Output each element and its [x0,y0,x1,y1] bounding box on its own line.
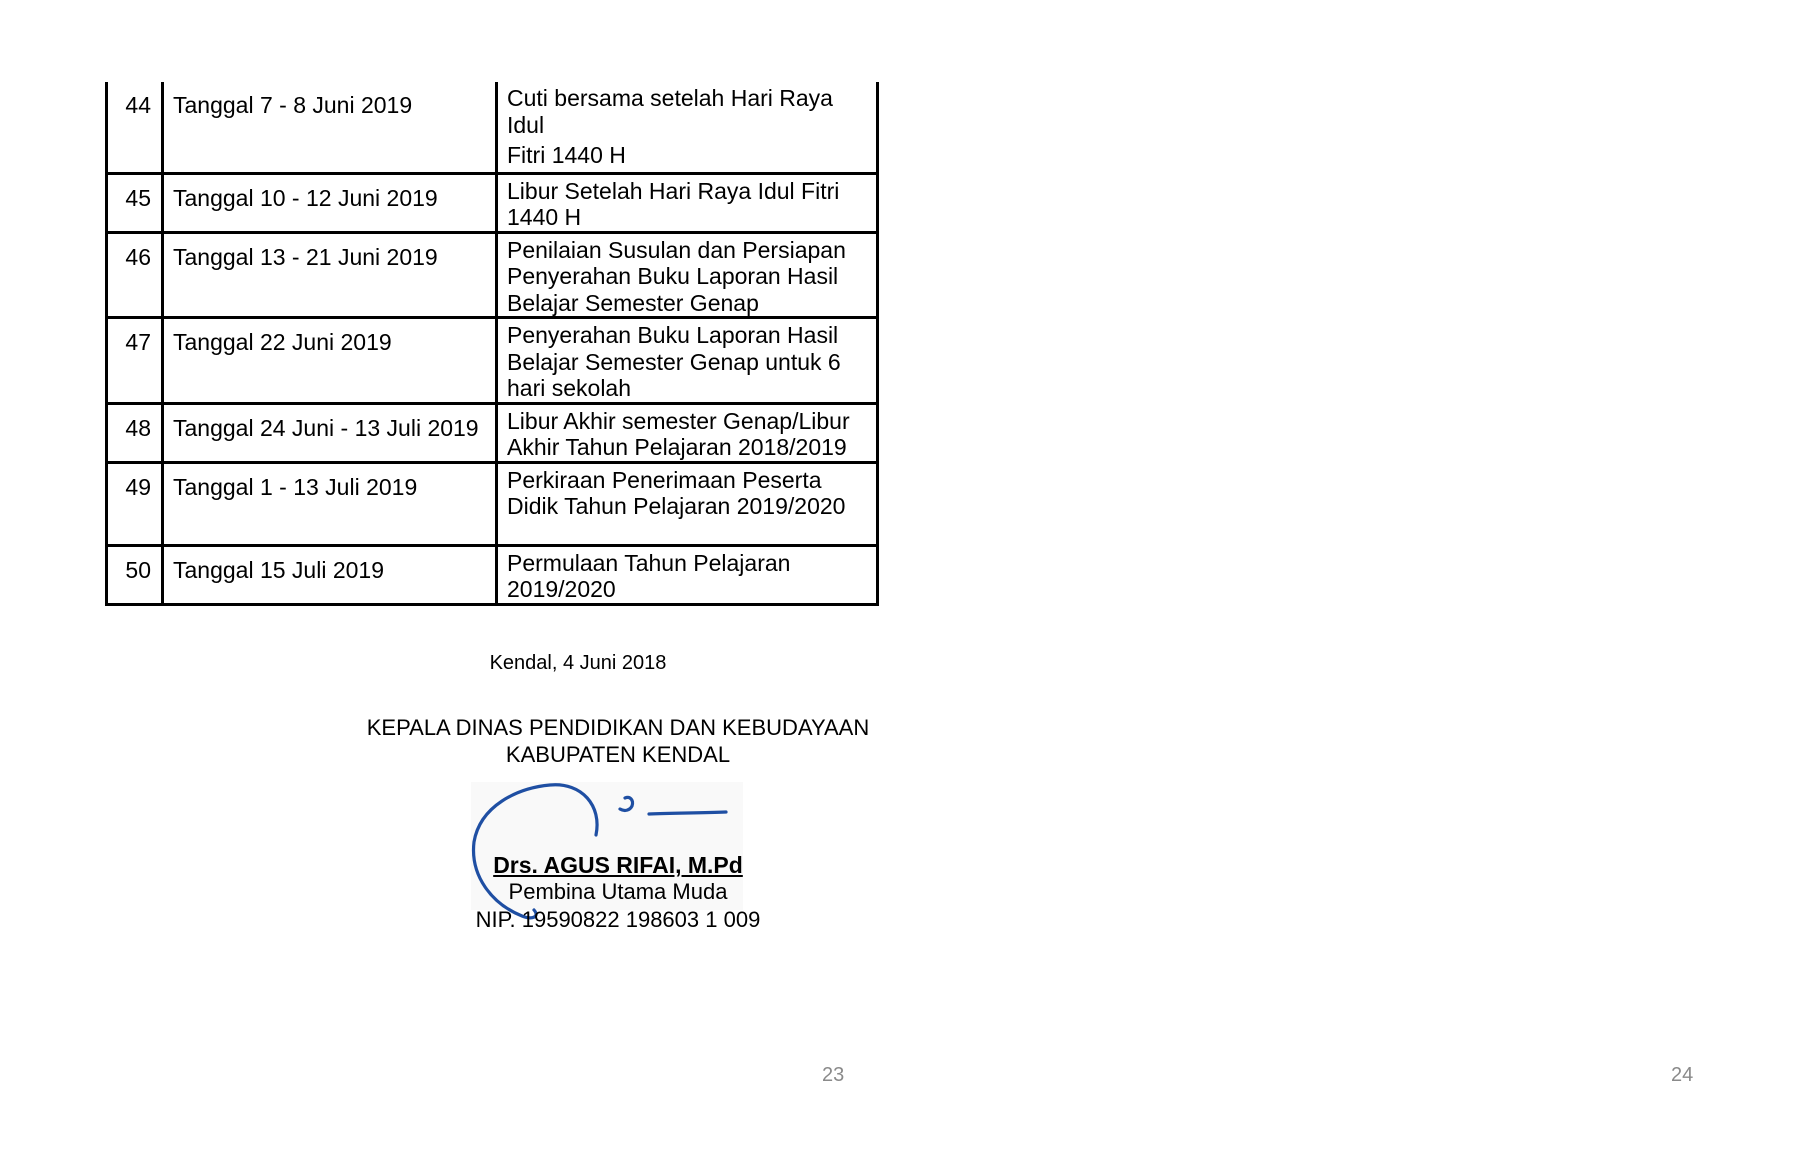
description-line: Didik Tahun Pelajaran 2019/2020 [507,493,846,519]
table-row [107,318,878,404]
description-line: Belajar Semester Genap untuk 6 [507,348,841,375]
schedule-table [105,82,879,606]
table-row [107,173,878,232]
office-title-line-2: KABUPATEN KENDAL [505,742,731,767]
row-number-cell: 48 [107,403,163,462]
row-date-cell: Tanggal 24 Juni - 13 Juli 2019 [163,403,497,462]
row-number-cell: 50 [107,545,163,604]
row-date-cell: Tanggal 15 Juli 2019 [163,545,497,604]
row-description-cell [497,82,878,173]
row-description-cell [497,403,878,462]
description-line: Perkiraan Penerimaan Peserta [507,466,822,493]
row-number-cell: 49 [107,462,163,545]
page-number-left: 23 [822,1064,845,1086]
signature-hook-stroke [620,797,633,810]
row-date-cell: Tanggal 7 - 8 Juni 2019 [163,82,497,173]
description-line: Belajar Semester Genap [507,289,759,316]
description-line: Permulaan Tahun Pelajaran [507,549,791,576]
row-number-cell: 44 [107,82,163,173]
row-number-cell: 46 [107,232,163,318]
table-row [107,403,878,462]
place-and-date: Kendal, 4 Juni 2018 [489,652,667,674]
description-line: Libur Setelah Hari Raya Idul Fitri [507,177,840,204]
schedule-table-body [107,82,878,604]
description-line: hari sekolah [507,375,632,401]
table-row [107,82,878,173]
row-date-cell: Tanggal 13 - 21 Juni 2019 [163,232,497,318]
description-line: Akhir Tahun Pelajaran 2018/2019 [507,434,847,460]
table-row [107,232,878,318]
row-date-cell: Tanggal 10 - 12 Juni 2019 [163,173,497,232]
description-line: Libur Akhir semester Genap/Libur [507,407,850,434]
table-row [107,545,878,604]
row-number-cell: 47 [107,318,163,404]
office-title-line-1: KEPALA DINAS PENDIDIKAN DAN KEBUDAYAAN [366,715,870,740]
office-title [318,714,918,768]
row-description-cell [497,173,878,232]
description-line: Cuti bersama setelah Hari Raya [507,85,833,111]
official-name: Drs. AGUS RIFAI, M.Pd [493,852,743,878]
description-line: Fitri 1440 H [507,142,626,168]
description-line: 1440 H [507,204,582,230]
description-line: Idul [507,111,545,138]
row-description-cell [497,545,878,604]
row-description-cell [497,232,878,318]
official-rank: Pembina Utama Muda [508,879,728,904]
description-line: Penyerahan Buku Laporan Hasil [507,263,839,289]
description-line: 2019/2020 [507,576,616,602]
signature-dash-stroke [649,812,726,814]
row-date-cell: Tanggal 1 - 13 Juli 2019 [163,462,497,545]
page-number-right: 24 [1671,1064,1694,1086]
row-number-cell: 45 [107,173,163,232]
table-row [107,462,878,545]
official-nip: NIP. 19590822 198603 1 009 [475,907,761,932]
row-date-cell: Tanggal 22 Juni 2019 [163,318,497,404]
description-line: Penilaian Susulan dan Persiapan [507,236,846,263]
row-description-cell [497,462,878,545]
row-description-cell [497,318,878,404]
description-line: Penyerahan Buku Laporan Hasil [507,322,839,348]
